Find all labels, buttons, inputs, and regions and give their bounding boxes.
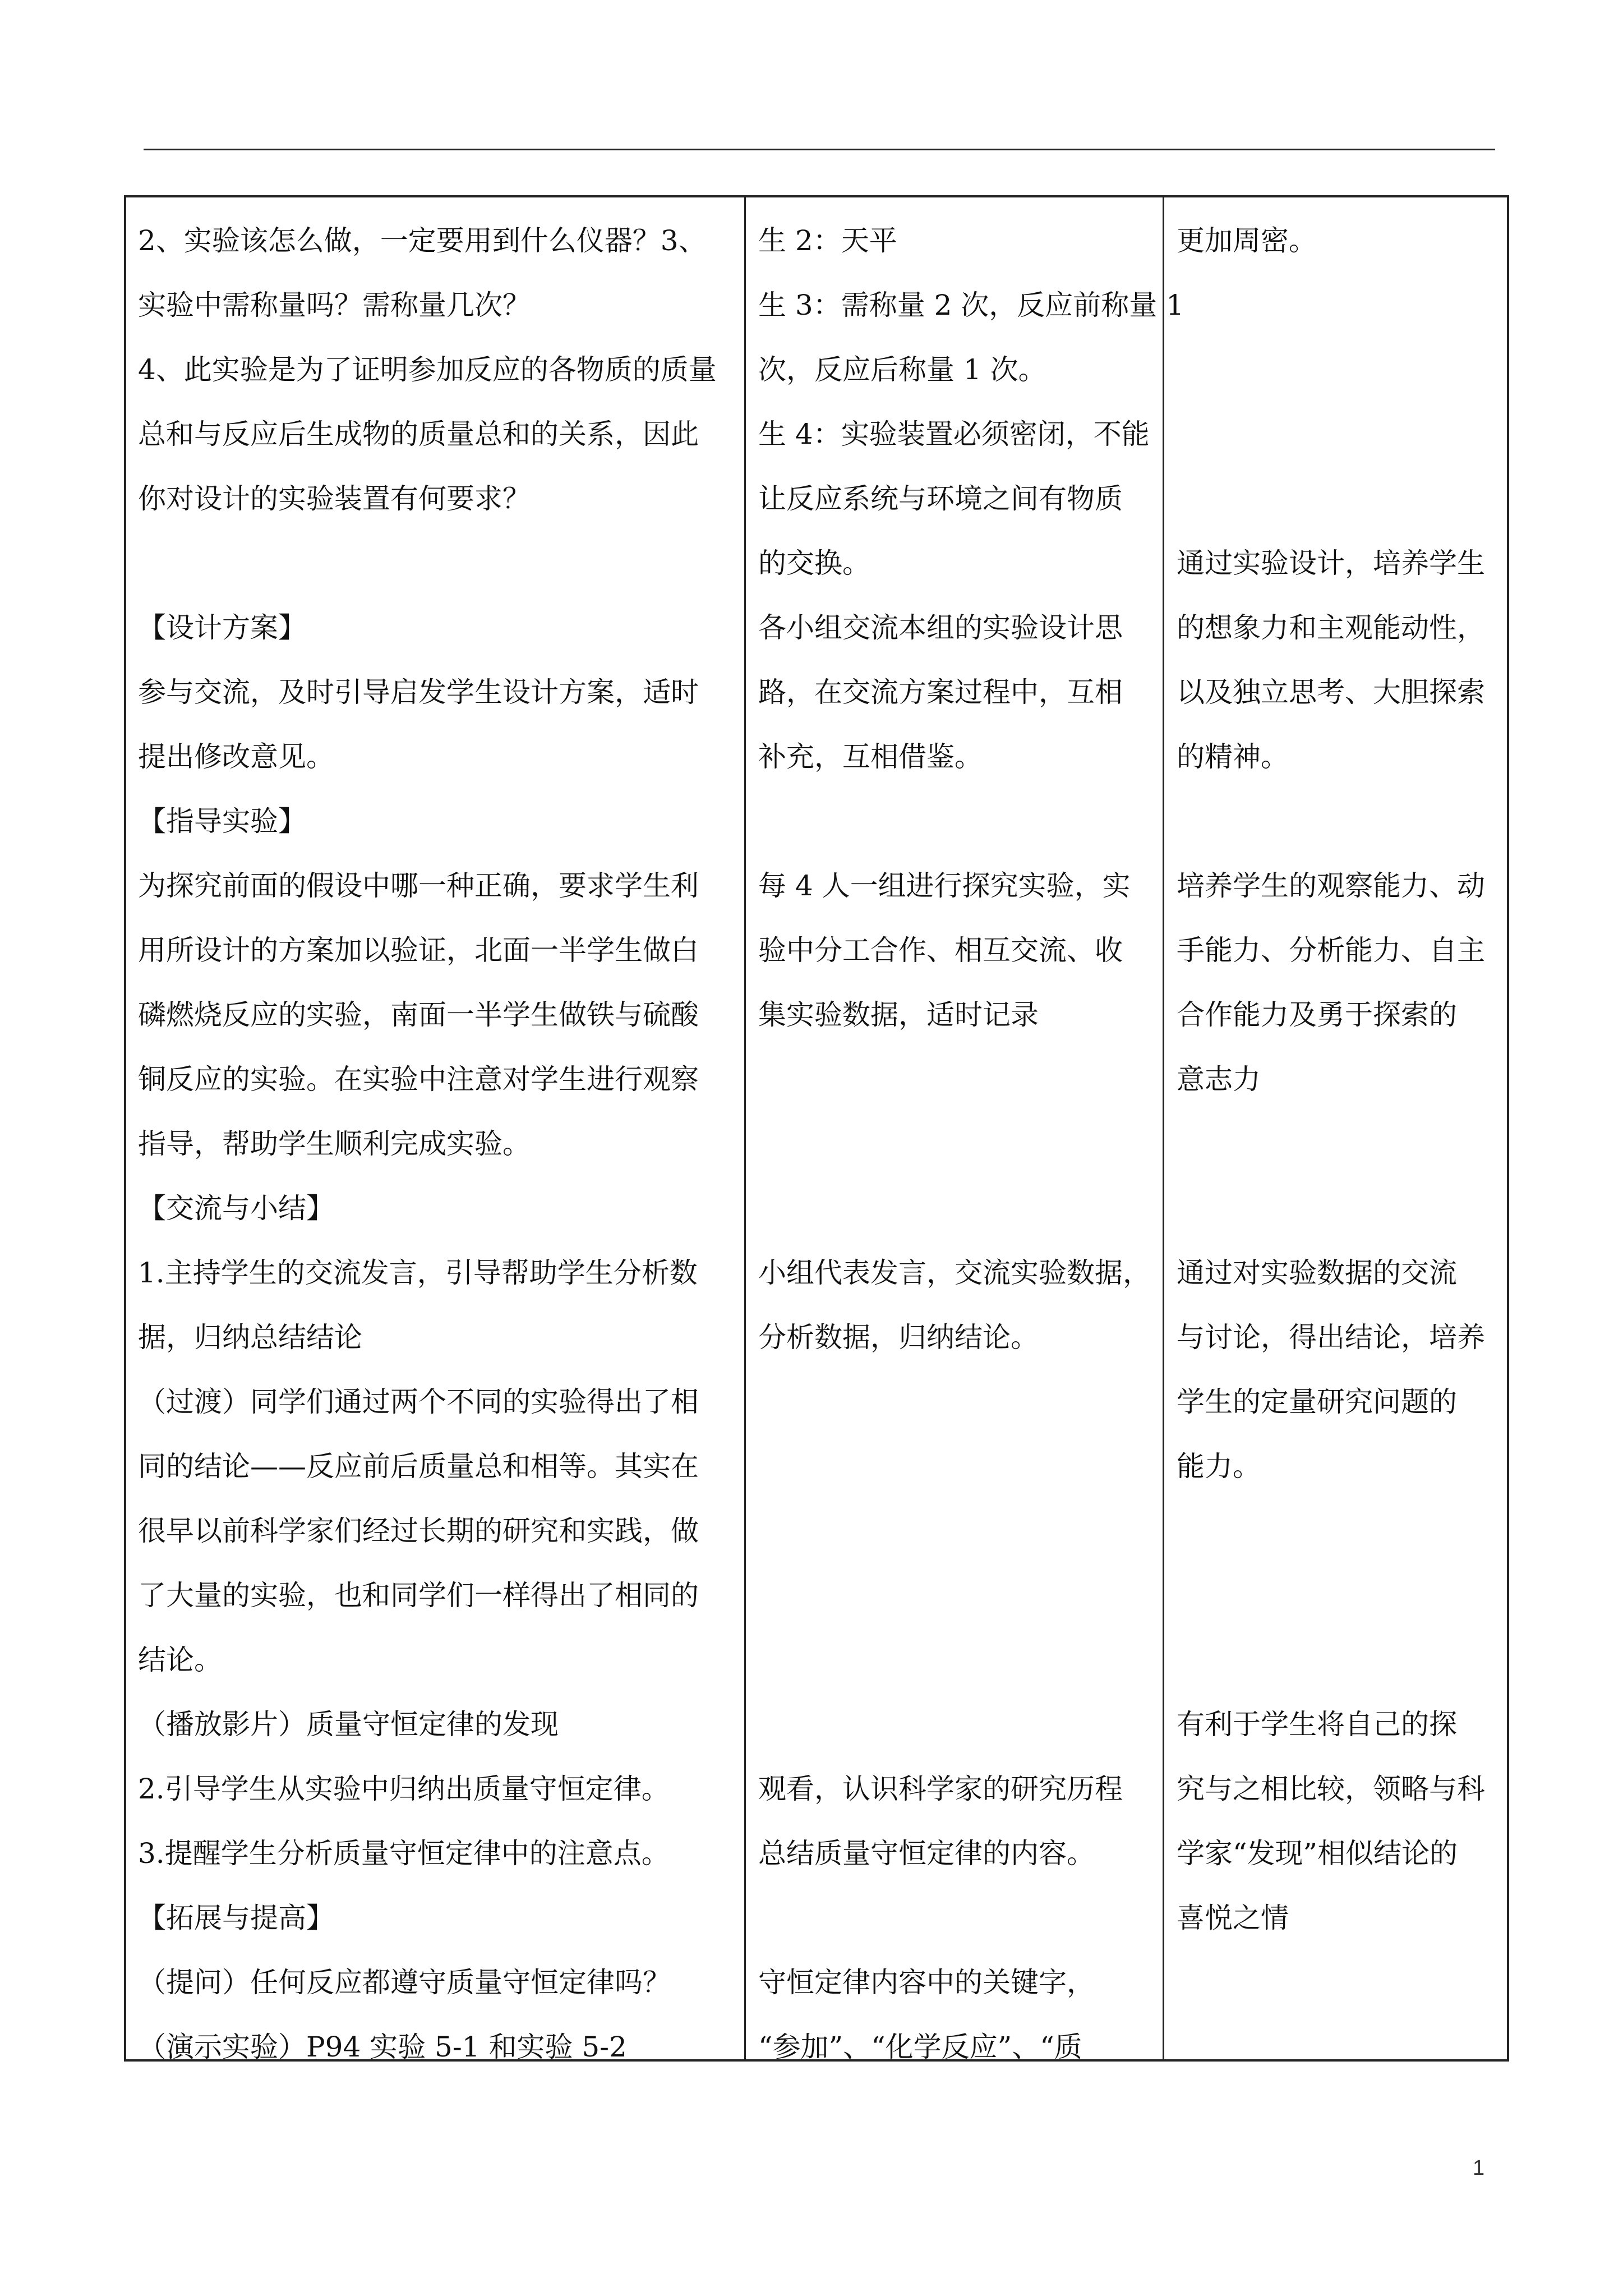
table-text-line: 【指导实验】 bbox=[138, 805, 306, 838]
table-text-line: 【设计方案】 bbox=[138, 611, 306, 644]
table-text-line: 【交流与小结】 bbox=[138, 1192, 334, 1225]
table-text-line bbox=[1177, 1628, 1496, 1692]
table-text-line: 1.主持学生的交流发言，引导帮助学生分析数 bbox=[138, 1257, 698, 1289]
table-text-line bbox=[758, 789, 1151, 854]
table-text-line bbox=[758, 1112, 1151, 1176]
table-text-line bbox=[758, 1499, 1151, 1563]
table-text-line: 每 4 人一组进行探究实验，实 bbox=[758, 869, 1131, 902]
table-text-line: 通过实验设计，培养学生 bbox=[1177, 547, 1485, 579]
table-text-line: 铜反应的实验。在实验中注意对学生进行观察 bbox=[138, 1063, 699, 1096]
table-text-line: 的精神。 bbox=[1177, 740, 1289, 773]
table-text-line: 生 4：实验装置必须密闭，不能 bbox=[758, 418, 1150, 450]
table-text-line: 补充，互相借鉴。 bbox=[758, 740, 983, 773]
page-number: 1 bbox=[1473, 2156, 1485, 2180]
table-text-line bbox=[1177, 273, 1496, 338]
table-text-line: （演示实验）P94 实验 5-1 和实验 5-2 bbox=[138, 2031, 627, 2063]
table-text-line: 生 2：天平 bbox=[758, 224, 897, 257]
table-text-line bbox=[1177, 1176, 1496, 1241]
table-text-line: 【拓展与提高】 bbox=[138, 1902, 334, 1934]
table-text-line: 意志力 bbox=[1177, 1063, 1261, 1096]
table-text-line: （播放影片）质量守恒定律的发现 bbox=[138, 1708, 559, 1741]
table-text-line bbox=[1177, 789, 1496, 854]
table-text-line: 学生的定量研究问题的 bbox=[1177, 1386, 1457, 1418]
table-text-line: 同的结论——反应前后质量总和相等。其实在 bbox=[138, 1450, 699, 1483]
table-text-line: 提出修改意见。 bbox=[138, 740, 334, 773]
table-text-line: 总和与反应后生成物的质量总和的关系，因此 bbox=[138, 418, 699, 450]
design-intent-column bbox=[1177, 195, 1496, 1950]
table-text-line bbox=[1177, 467, 1496, 531]
table-text-line: 手能力、分析能力、自主 bbox=[1177, 934, 1485, 967]
table-text-line: 分析数据，归纳结论。 bbox=[758, 1321, 1039, 1354]
table-text-line: 3.提醒学生分析质量守恒定律中的注意点。 bbox=[138, 1837, 670, 1870]
table-text-line: 的想象力和主观能动性， bbox=[1177, 611, 1485, 644]
table-column-divider bbox=[1163, 195, 1164, 2062]
table-text-line: 据，归纳总结结论 bbox=[138, 1321, 362, 1354]
table-text-line: 培养学生的观察能力、动 bbox=[1177, 869, 1485, 902]
table-text-line bbox=[758, 1176, 1151, 1241]
table-text-line: 与讨论，得出结论，培养 bbox=[1177, 1321, 1485, 1354]
table-text-line: 用所设计的方案加以验证，北面一半学生做白 bbox=[138, 934, 699, 967]
table-text-line: 学家“发现”相似结论的 bbox=[1177, 1837, 1458, 1870]
table-text-line: 指导，帮助学生顺利完成实验。 bbox=[138, 1128, 531, 1160]
table-text-line: 让反应系统与环境之间有物质 bbox=[758, 482, 1123, 515]
table-text-line: 实验中需称量吗？需称量几次？ bbox=[138, 289, 531, 321]
table-text-line: 守恒定律内容中的关键字， bbox=[758, 1966, 1095, 1999]
table-text-line: 合作能力及勇于探索的 bbox=[1177, 999, 1457, 1031]
table-text-line bbox=[1177, 402, 1496, 467]
table-text-line bbox=[1177, 1499, 1496, 1563]
table-text-line bbox=[758, 1047, 1151, 1112]
teacher-activity-column bbox=[138, 195, 732, 2079]
table-text-line: 为探究前面的假设中哪一种正确，要求学生利 bbox=[138, 869, 699, 902]
table-text-line: 能力。 bbox=[1177, 1450, 1261, 1483]
table-text-line: 集实验数据，适时记录 bbox=[758, 999, 1039, 1031]
table-text-line: 了大量的实验，也和同学们一样得出了相同的 bbox=[138, 1579, 699, 1612]
table-text-line: 路，在交流方案过程中，互相 bbox=[758, 676, 1123, 708]
table-text-line: 的交换。 bbox=[758, 547, 870, 579]
table-text-line: 2.引导学生从实验中归纳出质量守恒定律。 bbox=[138, 1773, 670, 1805]
table-text-line: 参与交流，及时引导启发学生设计方案，适时 bbox=[138, 676, 699, 708]
table-text-line: 究与之相比较，领略与科 bbox=[1177, 1773, 1485, 1805]
table-text-line: 总结质量守恒定律的内容。 bbox=[758, 1837, 1095, 1870]
table-text-line: 小组代表发言，交流实验数据， bbox=[758, 1257, 1151, 1289]
table-text-line bbox=[758, 1692, 1151, 1757]
table-text-line: 生 3：需称量 2 次，反应前称量 1 bbox=[758, 289, 1184, 321]
table-text-line bbox=[1177, 1112, 1496, 1176]
table-text-line: 观看，认识科学家的研究历程 bbox=[758, 1773, 1123, 1805]
table-text-line: 更加周密。 bbox=[1177, 224, 1317, 257]
header-rule bbox=[144, 149, 1495, 150]
table-text-line: （过渡）同学们通过两个不同的实验得出了相 bbox=[138, 1386, 699, 1418]
table-text-line: 磷燃烧反应的实验，南面一半学生做铁与硫酸 bbox=[138, 999, 699, 1031]
table-text-line bbox=[758, 1434, 1151, 1499]
table-text-line: 很早以前科学家们经过长期的研究和实践，做 bbox=[138, 1515, 699, 1547]
table-text-line: （提问）任何反应都遵守质量守恒定律吗？ bbox=[138, 1966, 671, 1999]
table-text-line bbox=[1177, 338, 1496, 402]
student-activity-column bbox=[758, 195, 1184, 2079]
table-text-line: 各小组交流本组的实验设计思 bbox=[758, 611, 1123, 644]
table-text-line: 有利于学生将自己的探 bbox=[1177, 1708, 1457, 1741]
table-text-line: 通过对实验数据的交流 bbox=[1177, 1257, 1457, 1289]
table-text-line bbox=[758, 1628, 1151, 1692]
table-text-line: 结论。 bbox=[138, 1644, 222, 1676]
table-text-line bbox=[758, 1563, 1151, 1628]
table-text-line: 2、实验该怎么做，一定要用到什么仪器？3、 bbox=[138, 224, 707, 257]
table-text-line bbox=[758, 1886, 1151, 1950]
table-text-line: 你对设计的实验装置有何要求？ bbox=[138, 482, 531, 515]
table-text-line bbox=[1177, 1563, 1496, 1628]
table-text-line bbox=[138, 531, 732, 596]
table-text-line: 喜悦之情 bbox=[1177, 1902, 1289, 1934]
table-text-line: 验中分工合作、相互交流、收 bbox=[758, 934, 1123, 967]
table-text-line bbox=[758, 1370, 1151, 1434]
table-text-line: 4、此实验是为了证明参加反应的各物质的质量 bbox=[138, 353, 717, 386]
table-text-line: 次，反应后称量 1 次。 bbox=[758, 353, 1046, 386]
table-column-divider bbox=[744, 195, 746, 2062]
table-text-line: “参加”、“化学反应”、“质 bbox=[758, 2031, 1082, 2063]
table-text-line: 以及独立思考、大胆探索 bbox=[1177, 676, 1485, 708]
